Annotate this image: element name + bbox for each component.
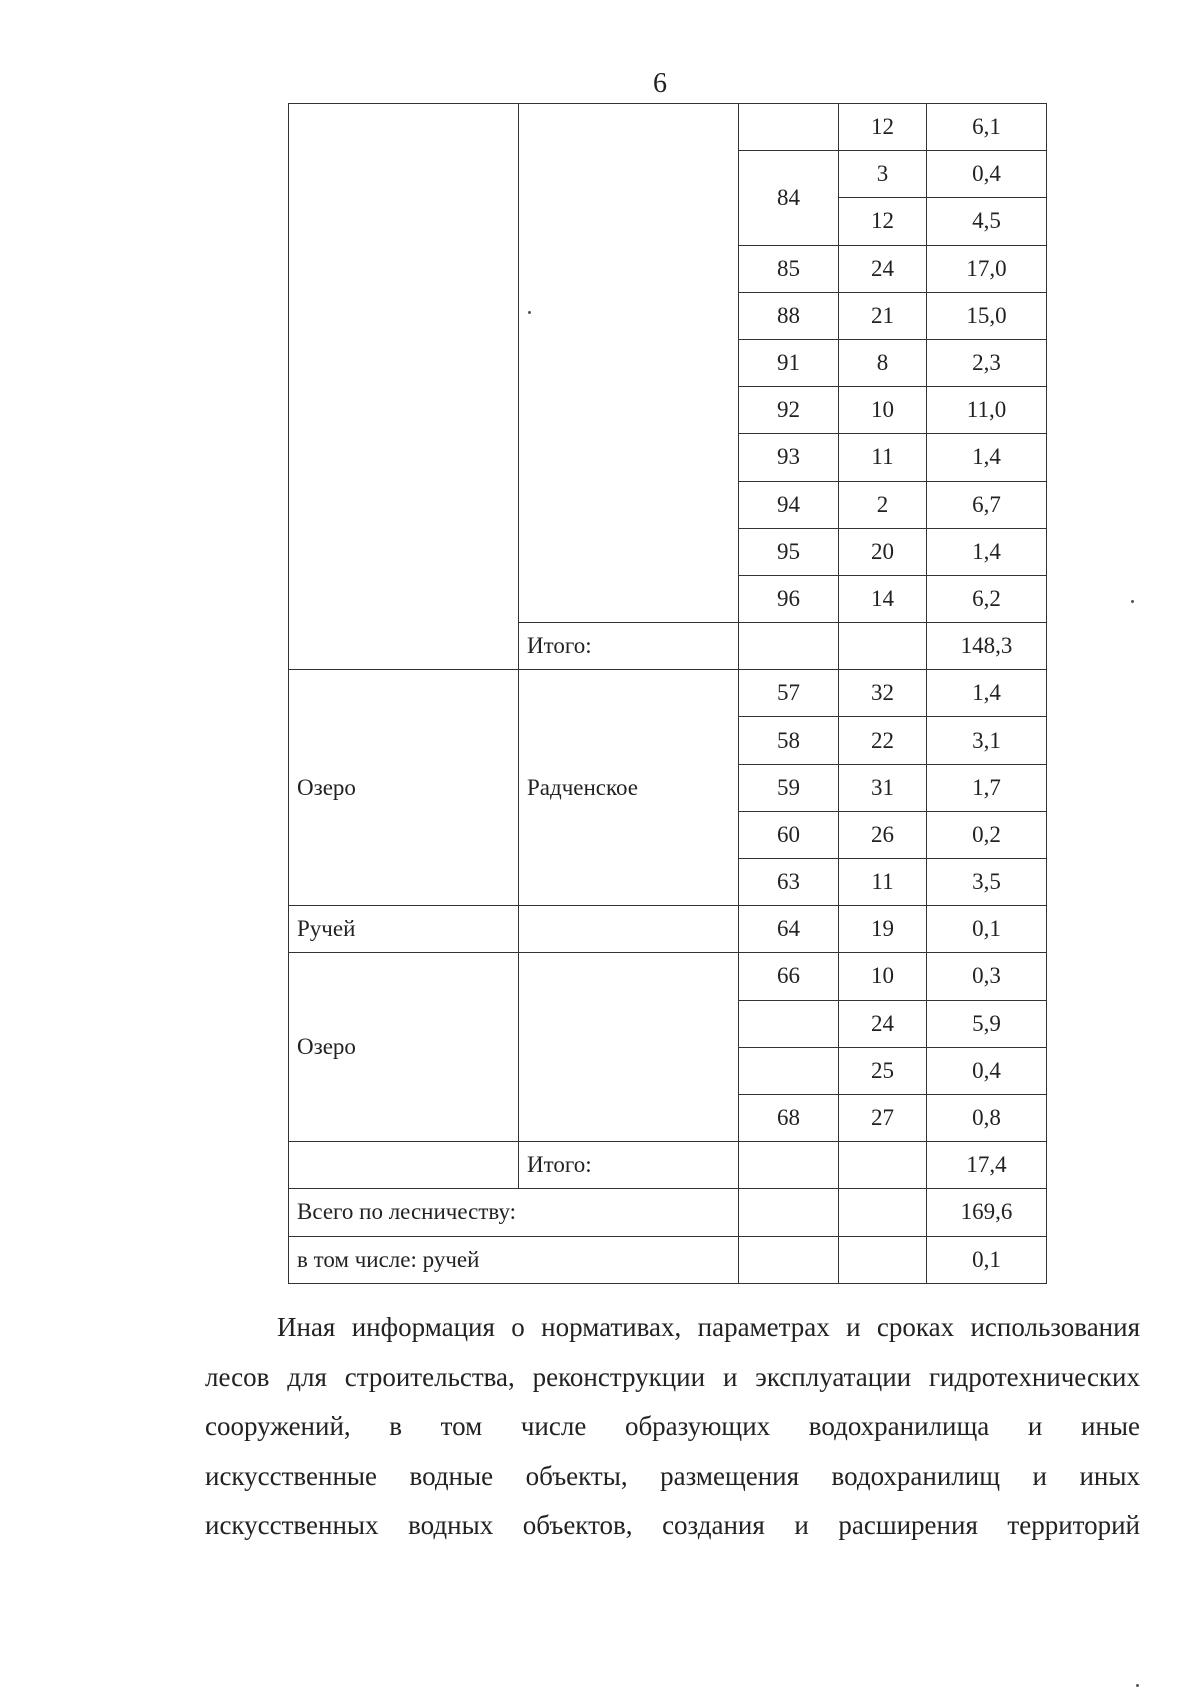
subtotal-value: 148,3 [927, 623, 1047, 670]
section-cell: 32 [839, 670, 927, 717]
area-cell: 0,2 [927, 811, 1047, 858]
empty-cell [739, 1236, 839, 1283]
including-value: 0,1 [927, 1236, 1047, 1283]
total-label: Всего по лесничеству: [289, 1189, 739, 1236]
empty-cell [739, 1142, 839, 1189]
scan-speck [1131, 600, 1134, 603]
subtotal-row [289, 1142, 1047, 1189]
quarter-cell: 63 [739, 859, 839, 906]
section-cell: 12 [839, 104, 927, 151]
area-cell: 1,4 [927, 528, 1047, 575]
object-name-cell [519, 953, 739, 1142]
area-cell: 4,5 [927, 198, 1047, 245]
area-cell: 5,9 [927, 1000, 1047, 1047]
section-cell: 25 [839, 1047, 927, 1094]
quarter-cell: 58 [739, 717, 839, 764]
total-row [289, 1189, 1047, 1236]
area-cell: 0,4 [927, 151, 1047, 198]
empty-cell [289, 1142, 519, 1189]
body-paragraph [205, 1303, 1140, 1551]
page-number: 6 [653, 68, 667, 99]
section-cell: 24 [839, 1000, 927, 1047]
area-cell: 0,1 [927, 906, 1047, 953]
quarter-cell: 59 [739, 764, 839, 811]
paragraph-line: Иная информация о нормативах, параметрах и сроках использования [277, 1312, 1140, 1342]
quarter-cell [739, 1000, 839, 1047]
section-cell: 31 [839, 764, 927, 811]
object-type-cell: Озеро [289, 953, 519, 1142]
section-cell: 27 [839, 1094, 927, 1141]
empty-cell [839, 1189, 927, 1236]
paragraph-line: искусственных водных объектов, создания и расширения территорий [205, 1510, 1140, 1540]
table-row [289, 953, 1047, 1000]
empty-cell [839, 1142, 927, 1189]
paragraph-line: искусственные водные объекты, размещения водохранилищ и иных [205, 1460, 1140, 1491]
area-cell: 15,0 [927, 292, 1047, 339]
table-row [289, 104, 1047, 151]
section-cell: 22 [839, 717, 927, 764]
subtotal-value: 17,4 [927, 1142, 1047, 1189]
area-cell: 0,4 [927, 1047, 1047, 1094]
area-cell: 3,5 [927, 859, 1047, 906]
section-cell: 26 [839, 811, 927, 858]
area-cell: 0,8 [927, 1094, 1047, 1141]
quarter-cell: 92 [739, 387, 839, 434]
object-name-cell [519, 104, 739, 623]
table-row [289, 906, 1047, 953]
quarter-cell: 68 [739, 1094, 839, 1141]
quarter-cell: 60 [739, 811, 839, 858]
section-cell: 21 [839, 292, 927, 339]
section-cell: 2 [839, 481, 927, 528]
paragraph-line: сооружений, в том числе образующих водохранилища и иные [205, 1411, 1140, 1441]
quarter-cell: 57 [739, 670, 839, 717]
area-cell: 6,7 [927, 481, 1047, 528]
area-cell: 0,3 [927, 953, 1047, 1000]
quarter-cell: 88 [739, 292, 839, 339]
area-cell: 1,4 [927, 434, 1047, 481]
area-cell: 11,0 [927, 387, 1047, 434]
paragraph-line: лесов для строительства, реконструкции и эксплуатации гидротехнических [205, 1361, 1140, 1392]
quarter-cell: 66 [739, 953, 839, 1000]
section-cell: 20 [839, 528, 927, 575]
area-cell: 1,4 [927, 670, 1047, 717]
section-cell: 11 [839, 859, 927, 906]
quarter-cell: 94 [739, 481, 839, 528]
section-cell: 24 [839, 245, 927, 292]
quarter-cell: 91 [739, 339, 839, 386]
subtotal-label: Итого: [519, 623, 739, 670]
quarter-cell [739, 104, 839, 151]
area-cell: 6,1 [927, 104, 1047, 151]
area-cell: 6,2 [927, 575, 1047, 622]
object-type-cell: Ручей [289, 906, 519, 953]
area-cell: 17,0 [927, 245, 1047, 292]
section-cell: 3 [839, 151, 927, 198]
quarter-cell: 85 [739, 245, 839, 292]
scan-speck [1136, 1684, 1139, 1687]
quarter-cell [739, 1047, 839, 1094]
including-row [289, 1236, 1047, 1283]
object-name-cell: Радченское [519, 670, 739, 906]
including-label: в том числе: ручей [289, 1236, 739, 1283]
water-objects-table [288, 103, 1047, 1284]
section-cell: 14 [839, 575, 927, 622]
empty-cell [839, 1236, 927, 1283]
object-type-cell [289, 104, 519, 670]
scan-speck [528, 311, 531, 314]
subtotal-label: Итого: [519, 1142, 739, 1189]
quarter-cell: 93 [739, 434, 839, 481]
empty-cell [739, 623, 839, 670]
section-cell: 11 [839, 434, 927, 481]
empty-cell [839, 623, 927, 670]
total-value: 169,6 [927, 1189, 1047, 1236]
area-cell: 2,3 [927, 339, 1047, 386]
table-row [289, 670, 1047, 717]
area-cell: 3,1 [927, 717, 1047, 764]
object-type-cell: Озеро [289, 670, 519, 906]
quarter-cell: 64 [739, 906, 839, 953]
empty-cell [739, 1189, 839, 1236]
section-cell: 10 [839, 953, 927, 1000]
section-cell: 19 [839, 906, 927, 953]
quarter-cell: 84 [739, 151, 839, 245]
quarter-cell: 95 [739, 528, 839, 575]
section-cell: 8 [839, 339, 927, 386]
section-cell: 12 [839, 198, 927, 245]
quarter-cell: 96 [739, 575, 839, 622]
object-name-cell [519, 906, 739, 953]
section-cell: 10 [839, 387, 927, 434]
area-cell: 1,7 [927, 764, 1047, 811]
